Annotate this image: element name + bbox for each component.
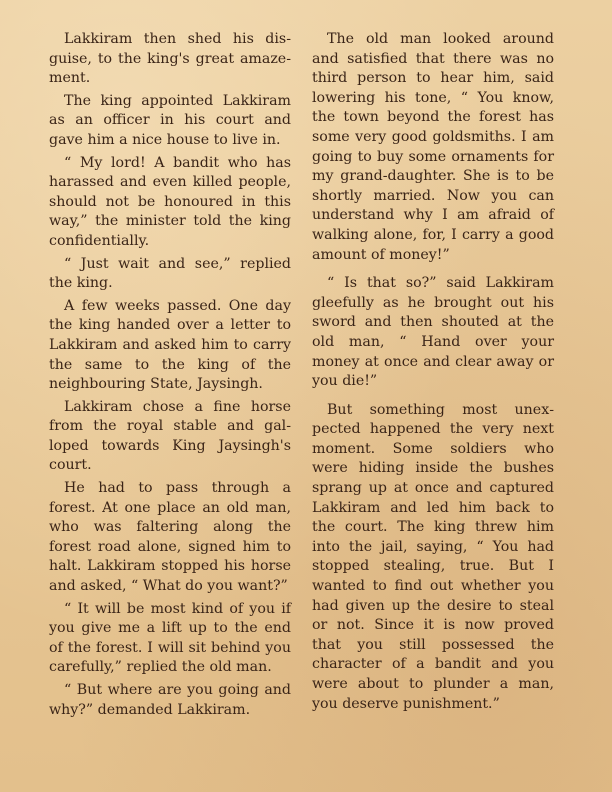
- right-column: [312, 30, 554, 723]
- paragraph: But something most unexpected happened the very next moment. Some soldiers who were hiding inside the bushes sprang up at once and captured Lakkiram and led him back to the court. The king threw him into the jail, saying, “ You had stopped stealing, true. But I wanted to find out whether you had given up the desire to steal or not. Since it is now proved that you still possessed the character of a bandit and you were about to plunder a man, you deserve punishment.”: [312, 401, 554, 712]
- paragraph: “ But where are you going and why?” demanded Lakkiram.: [49, 682, 291, 718]
- paragraph: Lakkiram then shed his disguise, to the king's great amazement.: [49, 31, 291, 87]
- paragraph: The old man looked around and satisfied that there was no third person to hear him, said lowering his tone, “ You know, the town beyond the forest has some very good goldsmiths. I am going to buy some ornaments for my grand-daughter. She is to be shortly married. Now you can understand why I am afraid of walking alone, for, I carry a good amount of money!”: [312, 31, 554, 263]
- left-column: [49, 30, 291, 723]
- paragraph: Lakkiram chose a fine horse from the royal stable and galloped towards King Jaysingh's court.: [49, 398, 291, 474]
- paragraph: “ It will be most kind of you if you give me a lift up to the end of the forest. I will sit behind you carefully,” replied the old man.: [49, 600, 291, 676]
- paragraph: “ My lord! A bandit who has harassed and even killed people, should not be honoured in this way,” the minister told the king confidentially.: [49, 154, 291, 249]
- paragraph: A few weeks passed. One day the king handed over a letter to Lakkiram and asked him to carry the same to the king of the neighbouring State, Jaysingh.: [49, 297, 291, 393]
- paragraph: “ Is that so?” said Lakkiram gleefully as he brought out his sword and then shouted at the old man, “ Hand over your money at once and clear away or you die!”: [312, 275, 554, 390]
- paragraph: He had to pass through a forest. At one place an old man, who was faltering along the forest road alone, signed him to halt. Lakkiram stopped his horse and asked, “ What do you want?”: [49, 480, 291, 595]
- paragraph: The king appointed Lakkiram as an officer in his court and gave him a nice house to live in.: [49, 92, 291, 148]
- paragraph: “ Just wait and see,” replied the king.: [49, 255, 291, 292]
